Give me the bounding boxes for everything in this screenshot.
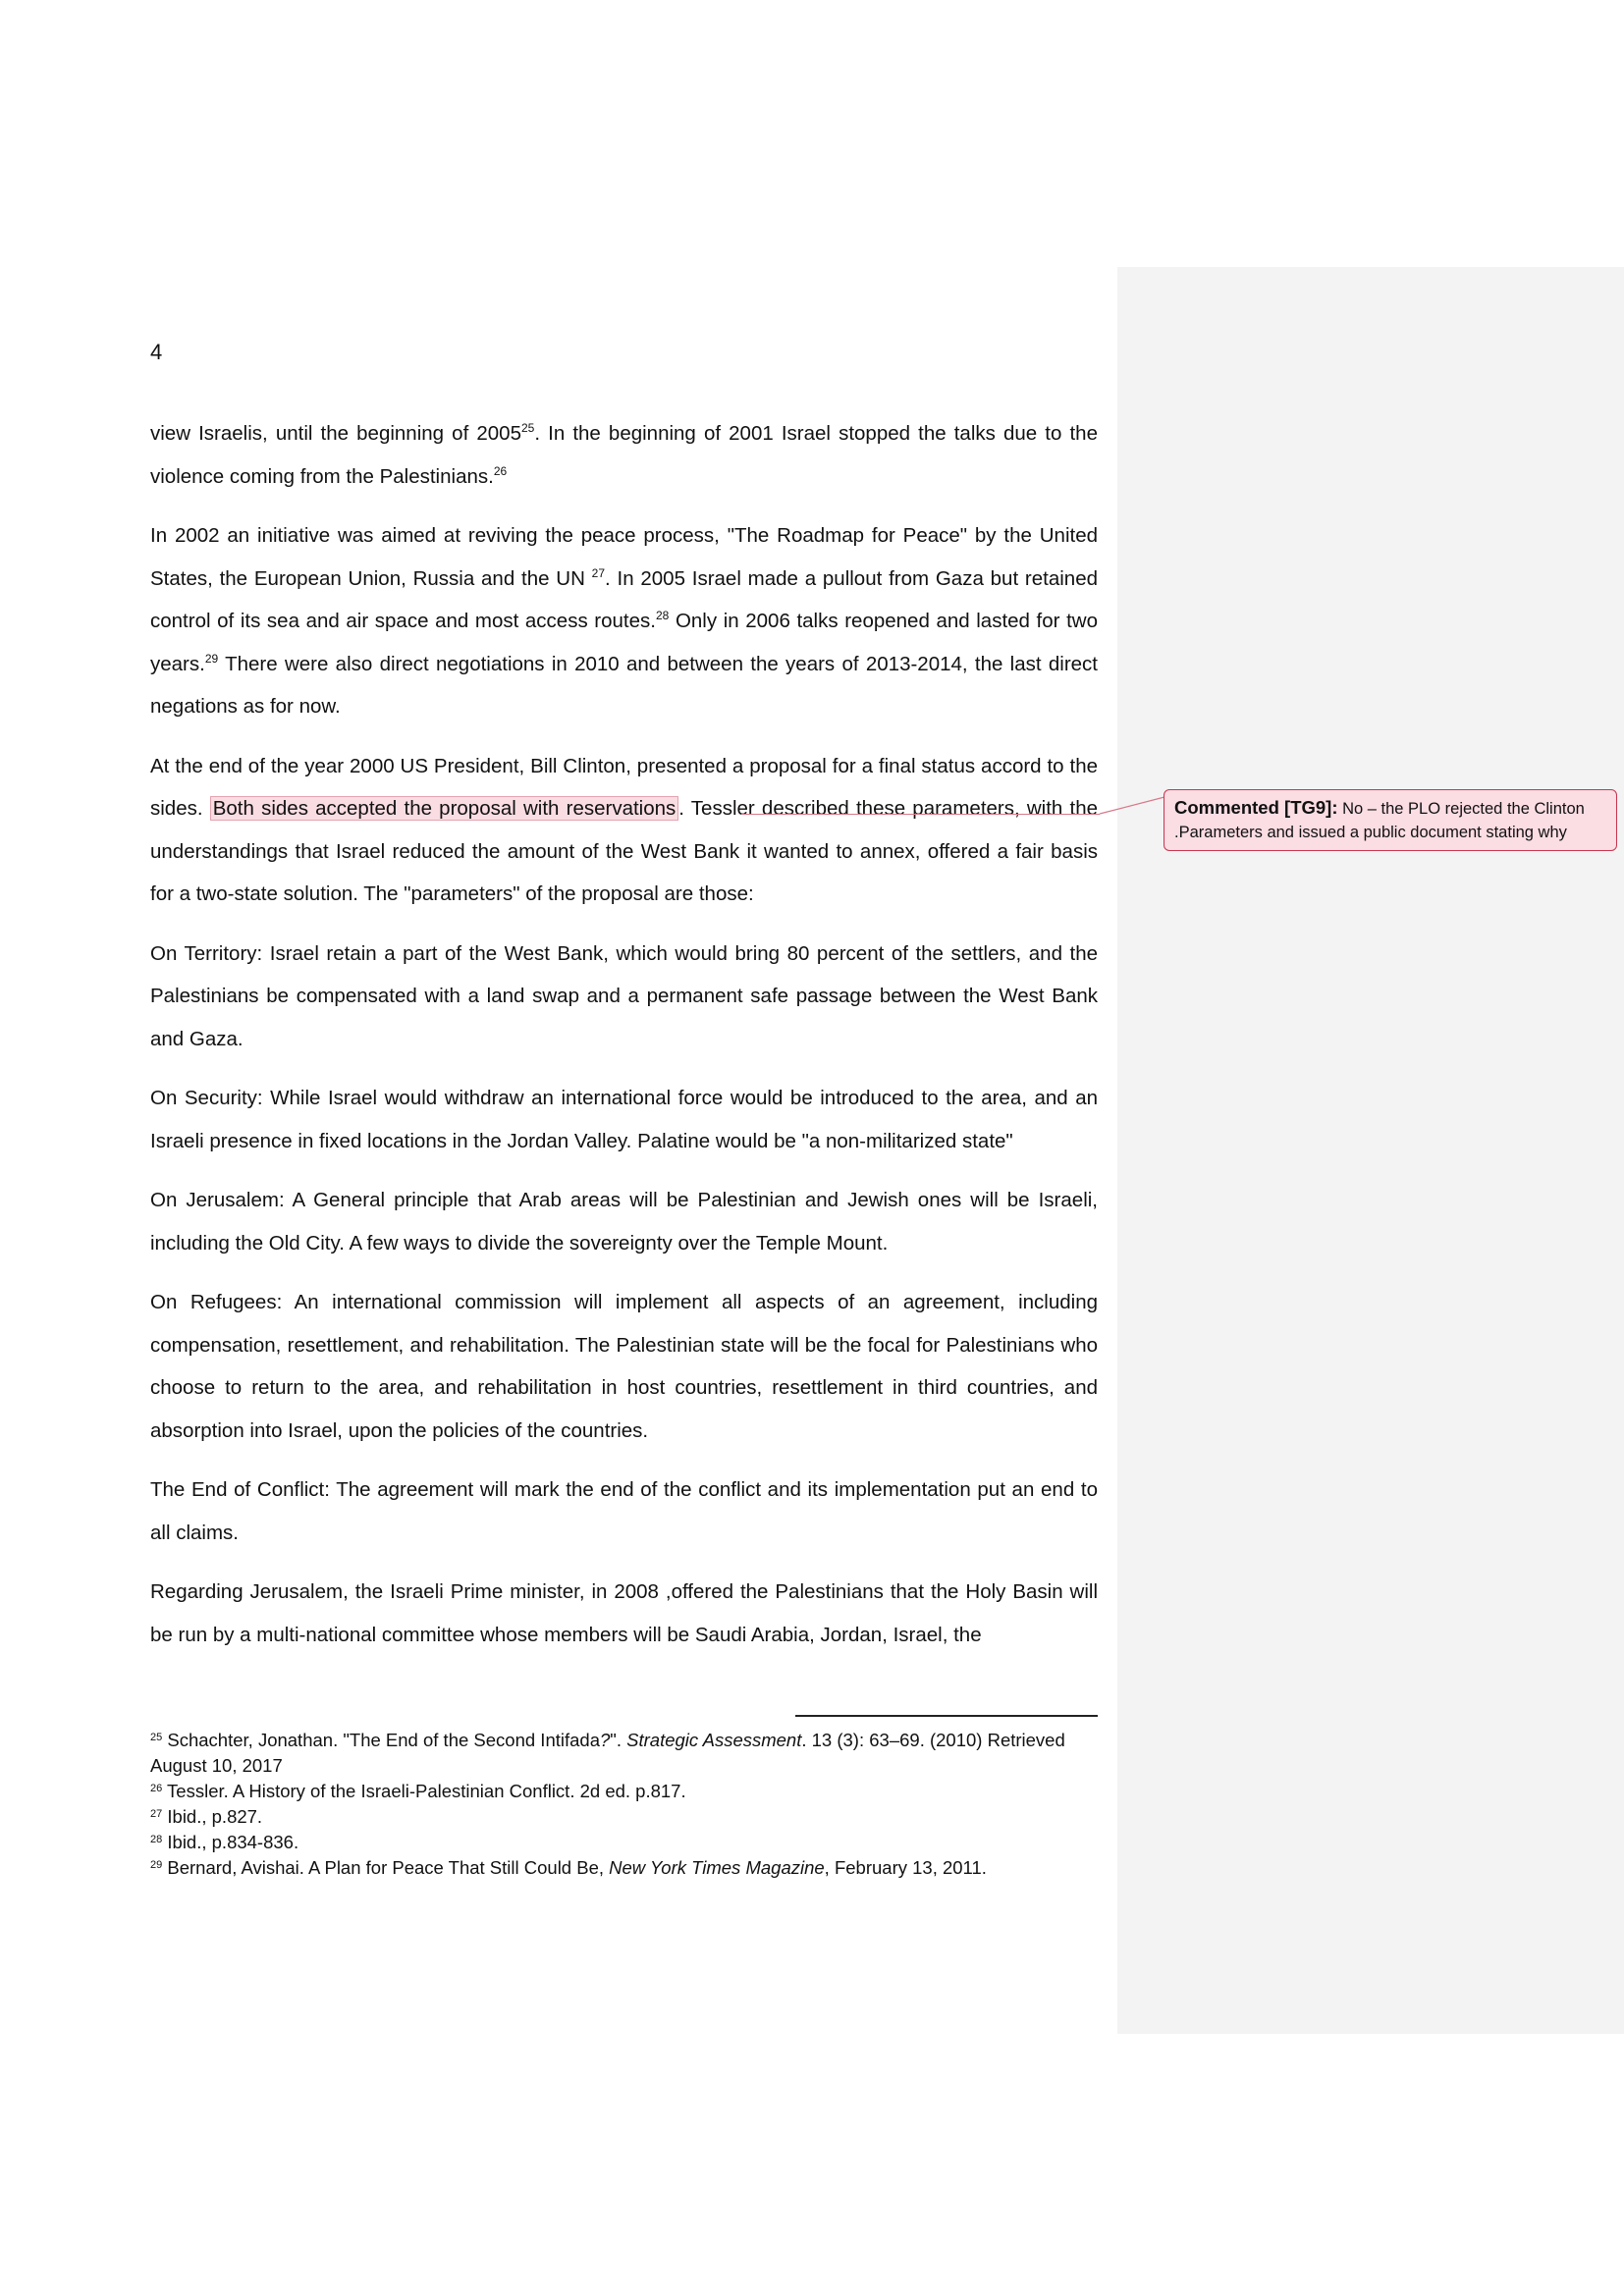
text-run: ? — [599, 1730, 611, 1750]
comment-balloon[interactable] — [1164, 789, 1617, 851]
text-run: , February 13, 2011. — [824, 1857, 987, 1878]
footnote — [150, 1779, 1098, 1804]
paragraph: On Refugees: An international commission will implement all aspects of an agreement, including compensation, resettlement, and rehabilitation. The Palestinian state will be the focal for Palestinians who choose to return to the area, and rehabilitation in host countries, resettlement in third countries, and absorption into Israel, upon the policies of the countries. — [150, 1291, 1098, 1442]
footnote — [150, 1830, 1098, 1855]
text-run: New York Times Magazine — [609, 1857, 825, 1878]
footnote-ref[interactable]: 28 — [655, 609, 670, 622]
footnote-ref[interactable]: 25 — [520, 421, 535, 435]
text-run: Bernard, Avishai. A Plan for Peace That Still Could Be, — [162, 1857, 610, 1878]
footnote-number: 26 — [150, 1783, 163, 1794]
paragraph: On Jerusalem: A General principle that Arab areas will be Palestinian and Jewish ones will be Israeli, including the Old City. A few ways to divide the sovereignty over the Temple Mount. — [150, 1189, 1098, 1255]
text-run: . 13 (3): 63–69. (2010) Retrieved August 10, 2017 — [150, 1730, 1065, 1776]
text-run: . In the beginning of 2001 Israel stopped the talks due to the violence coming from the Palestinians. — [150, 422, 1098, 488]
footnote — [150, 1804, 1098, 1830]
comment-text: No – the PLO rejected the Clinton Parameters and issued a public document stating why. — [1174, 800, 1585, 841]
text-run: ". — [610, 1730, 627, 1750]
text-run: Ibid., p.827. — [162, 1806, 263, 1827]
text-run: . Tessler described these parameters, with the understandings that Israel reduced the amount of the West Bank it wanted to annex, offered a fair basis for a two-state solution. The "parameters" of the proposal are those: — [150, 797, 1098, 905]
text-run: Ibid., p.834-836. — [162, 1832, 299, 1852]
text-run: Schachter, Jonathan. "The End of the Second Intifada — [162, 1730, 600, 1750]
text-run: In 2002 an initiative was aimed at reviving the peace process, "The Roadmap for Peace" by the United States, the European Union, Russia and the UN — [150, 524, 1098, 590]
footnote-number: 27 — [150, 1808, 163, 1820]
text-run: . In 2005 Israel made a pullout from Gaza but retained control of its sea and air space and most access routes. — [150, 566, 1098, 632]
page-number: 4 — [150, 340, 163, 364]
text-run: Only in 2006 talks reopened and lasted for two years. — [150, 610, 1098, 675]
text-run: Strategic Assessment — [626, 1730, 802, 1750]
comment-highlight[interactable]: Both sides accepted the proposal with reservations — [210, 796, 679, 821]
footnote — [150, 1728, 1098, 1779]
text-run: At the end of the year 2000 US President, Bill Clinton, presented a proposal for a final status accord to the sides. — [150, 754, 1098, 820]
footnote-number: 25 — [150, 1732, 163, 1743]
footnotes — [150, 1728, 1098, 1881]
paragraph: The End of Conflict: The agreement will mark the end of the conflict and its implementation put an end to all claims. — [150, 1478, 1098, 1544]
paragraph: Regarding Jerusalem, the Israeli Prime minister, in 2008 ,offered the Palestinians that the Holy Basin will be run by a multi-national committee whose members will be Saudi Arabia, Jordan, Israel, the — [150, 1580, 1098, 1646]
footnote-number: 28 — [150, 1834, 163, 1845]
footnote-ref[interactable]: 26 — [493, 463, 508, 478]
footnote-number: 29 — [150, 1859, 163, 1871]
comment-header: Commented [TG9]: — [1174, 797, 1338, 818]
paragraph: On Territory: Israel retain a part of the West Bank, which would bring 80 percent of the settlers, and the Palestinians be compensated with a land swap and a permanent safe passage between the West Bank and Gaza. — [150, 941, 1098, 1050]
text-run: Tessler. A History of the Israeli-Palestinian Conflict. 2d ed. p.817. — [162, 1781, 686, 1801]
text-run: There were also direct negotiations in 2010 and between the years of 2013-2014, the last direct negations as for now. — [150, 652, 1098, 718]
footnote — [150, 1855, 1098, 1881]
footnote-ref[interactable]: 29 — [204, 651, 219, 666]
paragraph: On Security: While Israel would withdraw an international force would be introduced to the area, and an Israeli presence in fixed locations in the Jordan Valley. Palatine would be "a non-militarized state" — [150, 1087, 1098, 1152]
text-run: view Israelis, until the beginning of 2005 — [150, 422, 521, 445]
footnote-ref[interactable]: 27 — [591, 565, 606, 580]
footnote-separator — [795, 1715, 1098, 1717]
